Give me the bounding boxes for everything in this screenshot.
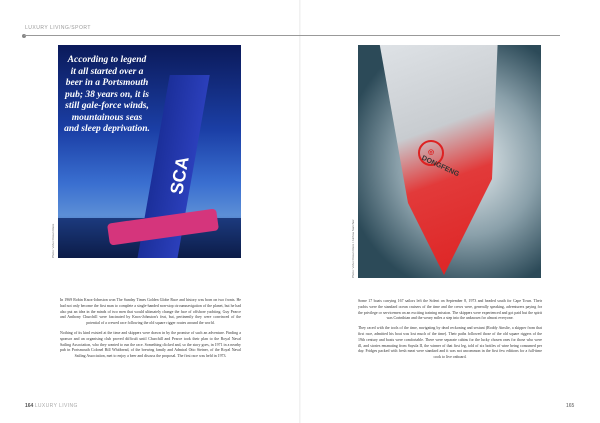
boat-name: DONGFENG <box>420 154 461 179</box>
sailing-photo-dongfeng <box>358 45 541 278</box>
sailing-photo-sca <box>58 45 241 258</box>
section-header <box>25 25 91 31</box>
header-rule <box>24 35 560 36</box>
page-number: 164 <box>25 403 34 409</box>
paragraph: Some 17 boats carrying 167 sailors left the Solent on September 8, 1973 and headed south for Cape Town. Their yachts were the standard ocean cruisers of the time and the crews were, generally speaking, adventurers paying for the privilege or servicemen on an exciting training mission. The skippers were experienced and got paid but the spirit was Corinthian and the weary miles a step into the unknown for almost everyone. <box>358 299 542 321</box>
folio-left <box>25 403 78 409</box>
section-label: LUXURY LIVING <box>25 25 70 31</box>
page-number: 165 <box>566 403 575 409</box>
photo-credit-right: Photo: Volvo Ocean Race / Ainhoa Sanchez <box>351 219 355 278</box>
page-gutter <box>299 0 301 423</box>
left-body-text <box>60 298 241 364</box>
magazine-title: LUXURY LIVING <box>34 403 78 409</box>
paragraph: They raced with the tools of the time, navigating by dead reckoning and sextant (Roddy Ainslie, a skipper from that first race, admitted his boat was lost much of the time). Their paths followed those of the old square riggers of the 19th century and boats were comfortable. There were separate cabins for the lucky chosen ones for those who were ill, and stories emanating from Sayula II, the winner of that first leg, told of six bottles of wine being consumed per day. Fridges packed with fresh meat were standard and it was not uncommon in the first few editions for a full-time cook to live onboard. <box>358 326 542 360</box>
pull-quote: According to legend it all started over a beer in a Portsmouth pub; 38 years on, it is still gale-force winds, mountainous seas and sleep deprivation. <box>64 55 150 134</box>
paragraph: In 1969 Robin Knox-Johnston won The Sunday Times Golden Globe Race and history was born on two fronts. He had not only become the first man to complete a single-handed non-stop circumnavigation of the planet, but he had also put an idea in the minds of two men that would ultimately change the face of offshore yachting. Guy Pearce and Anthony Churchill were fascinated by Knox-Johnston's feat, but, pertinently they were convinced of the potential of a crewed race following the old square rigger routes around the world. <box>60 298 241 326</box>
subsection-label: SPORT <box>71 25 91 31</box>
dongfeng-logo: ◎ <box>418 140 444 166</box>
sail-logo: SCA <box>166 154 193 196</box>
paragraph: Nothing of its kind existed at the time and skippers were drawn in by the promise of such an adventure. Finding a sponsor and an organising club proved difficult until Churchill and Pearce took their plan to the Royal Naval Sailing Association, who they wanted to run the race. Something clicked and, so the story goes, in 1971 in a nearby pub in Portsmouth Colonel Bill Whitbread, of the brewing family and Admiral Otto Steiner, of the Royal Naval Sailing Association, met to enjoy a beer and discuss the proposal. The first race was held in 1973. <box>60 330 241 359</box>
header-separator: / <box>69 25 72 31</box>
photo-credit-left: Photo: Volvo Ocean Race <box>51 223 55 258</box>
folio-right <box>566 403 574 409</box>
right-body-text <box>358 299 542 365</box>
